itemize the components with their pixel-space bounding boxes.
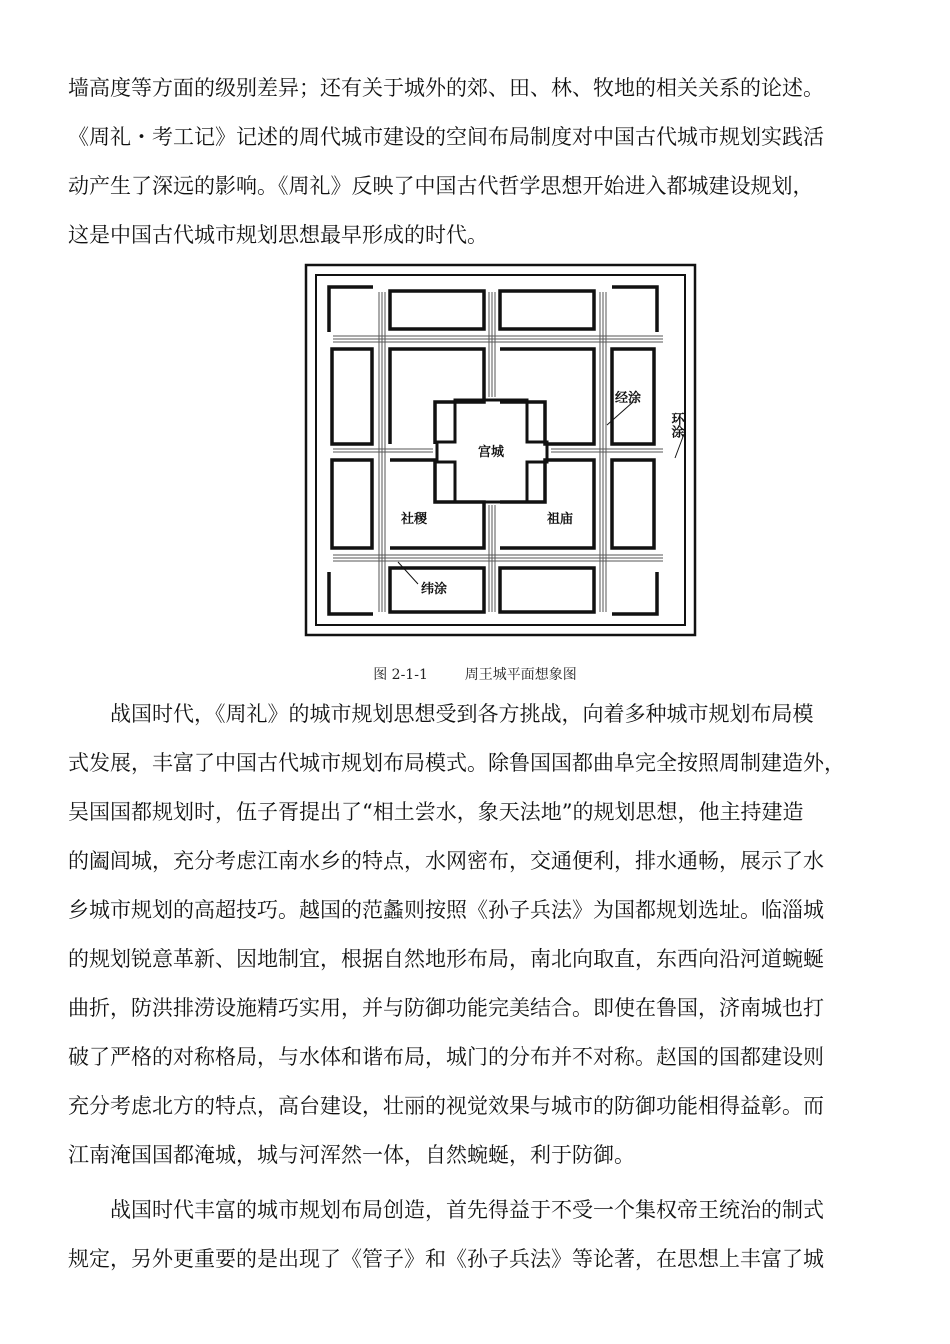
block (500, 291, 594, 329)
weitu-label: 纬涂 (421, 582, 448, 597)
text-line: 墙高度等方面的级别差异；还有关于城外的郊、田、林、牧地的相关关系的论述。 (68, 76, 824, 100)
block (612, 572, 657, 614)
text-line: 规定，另外更重要的是出现了《管子》和《孙子兵法》等论著，在思想上丰富了城 (68, 1247, 824, 1271)
text-line: 的规划锐意革新、因地制宜，根据自然地形布局，南北向取直，东西向沿河道蜿蜒 (68, 947, 824, 971)
paragraph-2 (68, 690, 898, 1180)
text-line: 战国时代丰富的城市规划布局创造，首先得益于不受一个集权帝王统治的制式 (68, 1198, 824, 1222)
paragraph-3 (68, 1186, 898, 1284)
block (332, 349, 372, 444)
caption-title: 周王城平面想象图 (464, 667, 577, 683)
block (500, 568, 594, 612)
palace-label: 宫城 (478, 445, 505, 460)
block (500, 460, 594, 548)
caption-number: 图 2-1-1 (373, 667, 428, 683)
block (390, 291, 484, 329)
text-line: 破了严格的对称格局，与水体和谐布局，城门的分布并不对称。赵国的国都建设则 (68, 1045, 824, 1069)
zhou-city-plan-figure (303, 262, 698, 640)
block (390, 460, 484, 548)
text-line: 乡城市规划的高超技巧。越国的范蠡则按照《孙子兵法》为国都规划选址。临淄城 (68, 898, 824, 922)
block (390, 349, 484, 444)
paragraph-1 (68, 64, 898, 260)
block (332, 460, 372, 548)
text-line: 的阖闾城，充分考虑江南水乡的特点，水网密布，交通便利，排水通畅，展示了水 (68, 849, 824, 873)
text-line: 充分考虑北方的特点，高台建设，壮丽的视觉效果与城市的防御功能相得益彰。而 (68, 1094, 824, 1118)
text-line: 战国时代，《周礼》的城市规划思想受到各方挑战，向着多种城市规划布局模 (68, 702, 814, 726)
figure-caption (0, 664, 950, 684)
block (612, 287, 657, 332)
text-line: 吴国国都规划时，伍子胥提出了“相土尝水，象天法地”的规划思想，他主持建造 (68, 800, 804, 824)
text-line: 这是中国古代城市规划思想最早形成的时代。 (68, 223, 488, 247)
block (329, 287, 373, 332)
zumiao-label: 祖庙 (547, 512, 574, 527)
jingtu-label: 经涂 (615, 391, 642, 406)
sheji-label: 社稷 (401, 512, 428, 527)
huantu-label: 环涂 (668, 412, 684, 438)
block (500, 349, 594, 444)
text-line: 动产生了深远的影响。《周礼》反映了中国古代哲学思想开始进入都城建设规划， (68, 174, 814, 198)
block (612, 460, 654, 548)
block (329, 572, 373, 614)
weitu-leader (398, 562, 418, 584)
text-line: 江南淹国国都淹城，城与河浑然一体，自然蜿蜒，利于防御。 (68, 1143, 635, 1167)
text-line: 曲折，防洪排涝设施精巧实用，并与防御功能完美结合。即使在鲁国，济南城也打 (68, 996, 824, 1020)
text-line: 《周礼・考工记》记述的周代城市建设的空间布局制度对中国古代城市规划实践活 (68, 125, 824, 149)
text-line: 式发展，丰富了中国古代城市规划布局模式。除鲁国国都曲阜完全按照周制建造外， (68, 751, 845, 775)
